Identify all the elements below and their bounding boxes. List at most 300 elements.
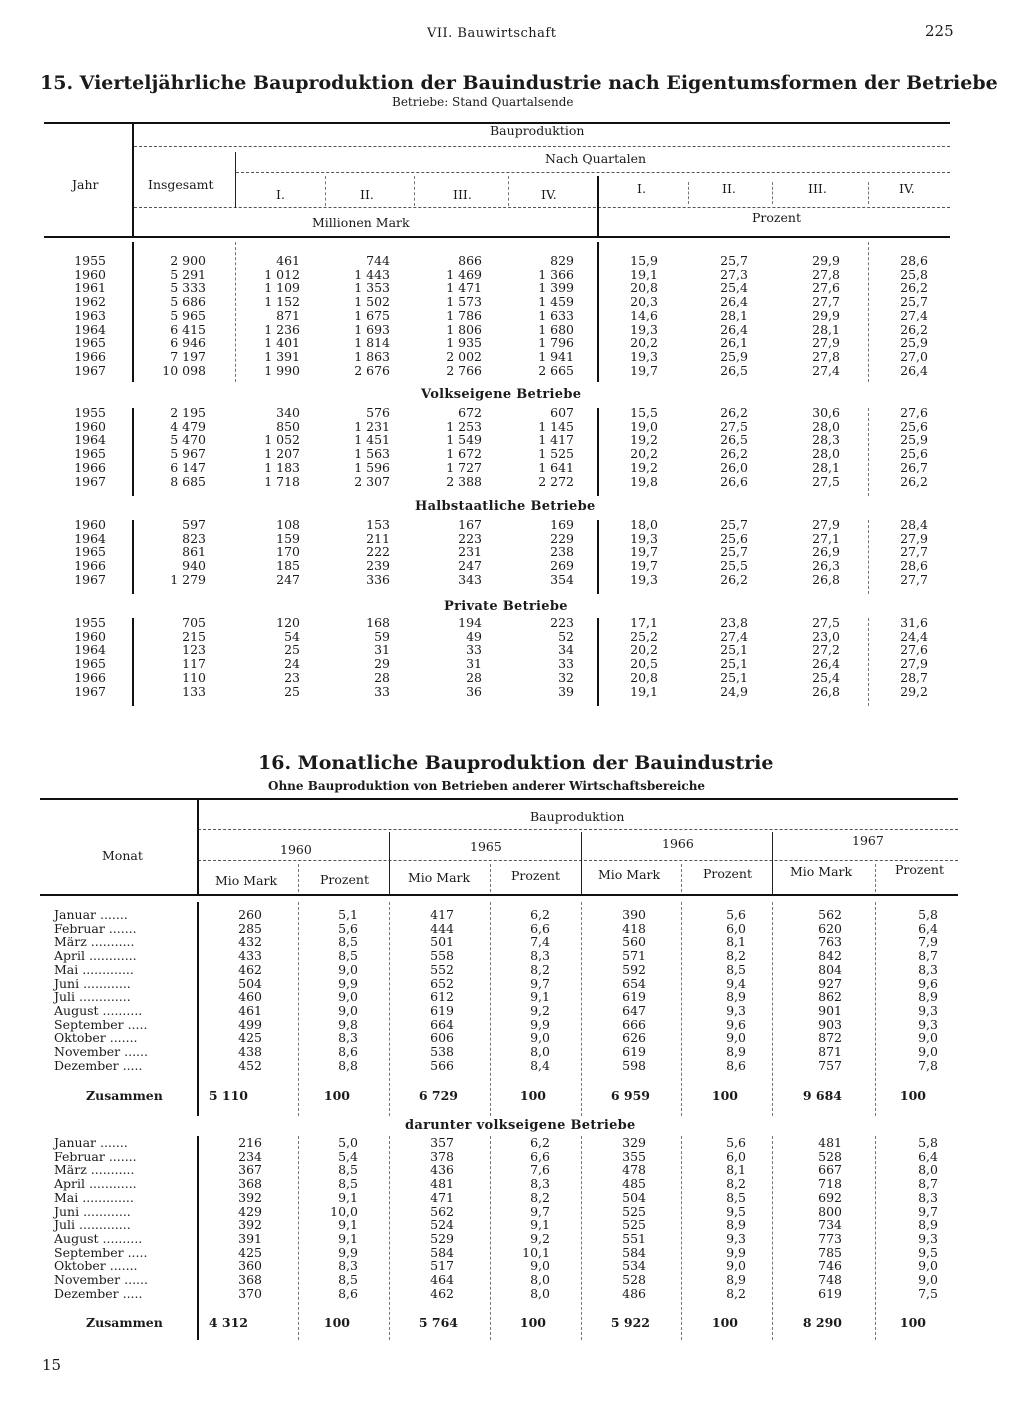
t15-p2-cell: 25,1 <box>720 669 748 685</box>
t15-q3-cell: 1 471 <box>446 280 482 296</box>
t15-p3-cell: 29,9 <box>812 307 840 323</box>
column-header-monat: Monat <box>102 848 143 863</box>
t16-p1965-cell: 6,6 <box>530 1148 550 1164</box>
t15-years-column <box>48 254 106 377</box>
t15-insgesamt-cell: 2 195 <box>170 405 206 420</box>
t16-m1960-cell: 504 <box>238 975 262 991</box>
t15-p4-cell: 26,2 <box>900 280 928 296</box>
t15-q2-cell: 222 <box>366 544 390 560</box>
t16-p1960-cell: 5,4 <box>338 1148 358 1164</box>
t16-p1965-cell: 6,2 <box>530 1135 550 1150</box>
t15-q2-cell: 1 563 <box>354 446 390 462</box>
t15-q2-cell: 1 451 <box>354 432 390 448</box>
t16-p1960-cell: 10,0 <box>330 1203 358 1219</box>
t16-p1967-column <box>876 1136 938 1300</box>
t16-p1967-cell: 9,3 <box>918 1230 938 1246</box>
t16-m1965-cell: 529 <box>430 1230 454 1246</box>
t15-q3-cell: 1 549 <box>446 432 482 448</box>
section-title: darunter volkseigene Betriebe <box>405 1118 636 1133</box>
t15-q2-cell: 2 676 <box>354 362 390 378</box>
t15-p1-cell: 15,5 <box>630 405 658 420</box>
t15-insgesamt-column <box>140 406 206 488</box>
t15-p1-cell: 20,2 <box>630 335 658 351</box>
t15-p3-cell: 27,2 <box>812 642 840 658</box>
t15-insgesamt-cell: 10 098 <box>162 362 206 378</box>
sum-cell: 9 684 <box>802 1088 842 1103</box>
t15-p3-cell: 26,8 <box>812 571 840 587</box>
t15-insgesamt-cell: 5 291 <box>170 266 206 282</box>
t16-p1960-column <box>300 1136 358 1300</box>
t16-p1960-column <box>300 908 358 1072</box>
t15-q3-cell: 1 935 <box>446 335 482 351</box>
t15-p1-cell: 20,5 <box>630 656 658 672</box>
unit-mio-mark: Mio Mark <box>215 873 278 888</box>
t16-p1966-cell: 8,2 <box>726 1176 746 1192</box>
t15-p3-cell: 28,0 <box>812 418 840 434</box>
t15-q4-cell: 229 <box>550 530 574 546</box>
t16-p1965-cell: 9,2 <box>530 1002 550 1018</box>
t15-p3-cell: 28,1 <box>812 459 840 475</box>
t15-years-cell: 1966 <box>74 348 106 364</box>
t15-q4-cell: 829 <box>550 253 574 268</box>
t16-p1966-cell: 8,5 <box>726 1189 746 1205</box>
unit-prozent: Prozent <box>511 868 560 883</box>
t15-p4-column <box>870 616 928 698</box>
t16-month-cell: Oktober ....... <box>54 1030 138 1046</box>
t16-p1960-cell: 8,5 <box>338 1272 358 1288</box>
running-head: VII. Bauwirtschaft <box>427 26 557 41</box>
t16-m1960-cell: 452 <box>238 1057 262 1073</box>
t16-m1960-cell: 460 <box>238 989 262 1005</box>
t16-p1966-cell: 9,3 <box>726 1002 746 1018</box>
t15-q2-cell: 1 502 <box>354 294 390 310</box>
t15-p4-cell: 27,4 <box>900 307 928 323</box>
t15-p4-cell: 27,6 <box>900 642 928 658</box>
t15-p3-cell: 28,3 <box>812 432 840 448</box>
t15-q1-column <box>240 406 300 488</box>
t16-m1967-cell: 862 <box>818 989 842 1005</box>
t16-p1966-cell: 8,9 <box>726 1217 746 1233</box>
t16-p1960-cell: 8,5 <box>338 1176 358 1192</box>
t15-p4-cell: 31,6 <box>900 615 928 630</box>
sum-label: Zusammen <box>86 1315 163 1330</box>
t16-m1966-cell: 355 <box>622 1148 646 1164</box>
t15-p2-column <box>690 254 748 377</box>
t15-p2-column <box>690 406 748 488</box>
t16-m1967-cell: 562 <box>818 907 842 922</box>
unit-prozent: Prozent <box>320 872 369 887</box>
t16-p1966-cell: 8,1 <box>726 934 746 950</box>
t15-q2-cell: 1 693 <box>354 321 390 337</box>
t16-m1965-cell: 664 <box>430 1016 454 1032</box>
unit-mio-mark: Mio Mark <box>598 867 661 882</box>
t15-q1-column <box>240 254 300 377</box>
t15-p2-cell: 26,4 <box>720 321 748 337</box>
t16-m1960-cell: 370 <box>238 1285 262 1301</box>
t16-p1965-cell: 8,0 <box>530 1044 550 1060</box>
t16-m1965-cell: 444 <box>430 920 454 936</box>
t16-m1960-column <box>200 908 262 1072</box>
t16-p1967-cell: 9,3 <box>918 1016 938 1032</box>
t16-p1960-cell: 9,0 <box>338 1002 358 1018</box>
t15-p3-cell: 27,8 <box>812 266 840 282</box>
t15-years-cell: 1965 <box>74 335 106 351</box>
t16-p1960-cell: 8,6 <box>338 1285 358 1301</box>
t16-m1967-cell: 903 <box>818 1016 842 1032</box>
t15-q1-cell: 247 <box>276 571 300 587</box>
t16-m1965-cell: 436 <box>430 1162 454 1178</box>
t16-p1966-cell: 9,3 <box>726 1230 746 1246</box>
t16-p1967-cell: 5,8 <box>918 1135 938 1150</box>
t15-q3-column <box>420 254 482 377</box>
t15-p3-cell: 28,1 <box>812 321 840 337</box>
t15-p2-cell: 25,5 <box>720 558 748 574</box>
t15-insgesamt-cell: 705 <box>182 615 206 630</box>
t15-q3-cell: 231 <box>458 544 482 560</box>
t15-insgesamt-cell: 117 <box>182 656 206 672</box>
t15-q2-cell: 59 <box>374 628 390 644</box>
t16-p1967-cell: 9,0 <box>918 1272 938 1288</box>
t15-insgesamt-cell: 5 470 <box>170 432 206 448</box>
t16-month-cell: Oktober ....... <box>54 1258 138 1274</box>
t16-p1967-cell: 8,0 <box>918 1162 938 1178</box>
t15-p4-cell: 28,6 <box>900 253 928 268</box>
t16-m1966-cell: 654 <box>622 975 646 991</box>
t16-p1967-cell: 8,3 <box>918 1189 938 1205</box>
t15-p2-cell: 25,7 <box>720 544 748 560</box>
t15-q1-cell: 1 109 <box>264 280 300 296</box>
t15-q1-cell: 1 207 <box>264 446 300 462</box>
t16-m1965-column <box>392 908 454 1072</box>
t15-q3-column <box>420 616 482 698</box>
t15-p4-cell: 25,7 <box>900 294 928 310</box>
t16-p1966-column <box>684 908 746 1072</box>
t15-years-cell: 1961 <box>74 280 106 296</box>
t16-m1967-cell: 872 <box>818 1030 842 1046</box>
column-header-q3-mark: III. <box>453 187 472 202</box>
t16-m1966-cell: 626 <box>622 1030 646 1046</box>
t16-p1967-cell: 5,8 <box>918 907 938 922</box>
section-title: Volkseigene Betriebe <box>421 387 582 402</box>
t16-p1960-cell: 9,9 <box>338 975 358 991</box>
t16-p1965-cell: 8,0 <box>530 1272 550 1288</box>
t15-p3-cell: 27,5 <box>812 615 840 630</box>
t15-q4-cell: 1 641 <box>538 459 574 475</box>
t15-q4-cell: 1 459 <box>538 294 574 310</box>
t15-q3-column <box>420 518 482 587</box>
t15-p2-cell: 26,5 <box>720 432 748 448</box>
t16-month-cell: März ........... <box>54 1162 135 1178</box>
t15-q1-column <box>240 616 300 698</box>
t15-p3-column <box>780 518 840 587</box>
t16-m1966-cell: 478 <box>622 1162 646 1178</box>
t15-q3-cell: 1 806 <box>446 321 482 337</box>
t15-q1-cell: 108 <box>276 517 300 532</box>
t15-q1-cell: 23 <box>284 669 300 685</box>
t15-p2-cell: 25,7 <box>720 517 748 532</box>
t15-p3-cell: 27,9 <box>812 335 840 351</box>
t15-p3-column <box>780 406 840 488</box>
t16-m1966-cell: 647 <box>622 1002 646 1018</box>
t16-m1967-cell: 734 <box>818 1217 842 1233</box>
t16-m1966-cell: 551 <box>622 1230 646 1246</box>
t15-p4-cell: 27,9 <box>900 530 928 546</box>
t16-month-cell: November ...... <box>54 1044 148 1060</box>
t15-q1-cell: 185 <box>276 558 300 574</box>
t15-insgesamt-cell: 2 900 <box>170 253 206 268</box>
t16-m1966-cell: 534 <box>622 1258 646 1274</box>
t15-q1-cell: 25 <box>284 642 300 658</box>
t16-p1966-cell: 8,5 <box>726 961 746 977</box>
t15-q1-cell: 25 <box>284 683 300 699</box>
t15-p3-cell: 26,4 <box>812 656 840 672</box>
t15-p4-cell: 25,9 <box>900 432 928 448</box>
t15-p4-cell: 27,7 <box>900 544 928 560</box>
t15-insgesamt-cell: 940 <box>182 558 206 574</box>
t16-m1960-column <box>200 1136 262 1300</box>
t15-q4-cell: 1 525 <box>538 446 574 462</box>
t16-month-cell: Juni ............ <box>54 1203 131 1219</box>
t16-p1966-cell: 8,9 <box>726 1272 746 1288</box>
t15-q4-column <box>512 254 574 377</box>
t15-p2-cell: 26,2 <box>720 571 748 587</box>
t16-p1965-cell: 8,0 <box>530 1285 550 1301</box>
t16-m1967-cell: 842 <box>818 948 842 964</box>
t15-p2-cell: 24,9 <box>720 683 748 699</box>
t16-p1966-cell: 8,2 <box>726 948 746 964</box>
t15-years-cell: 1964 <box>74 530 106 546</box>
t15-years-cell: 1964 <box>74 642 106 658</box>
t16-p1965-cell: 6,2 <box>530 907 550 922</box>
t15-q2-cell: 239 <box>366 558 390 574</box>
t15-q3-cell: 1 573 <box>446 294 482 310</box>
sum-cell: 6 959 <box>610 1088 650 1103</box>
t15-p2-cell: 26,2 <box>720 446 748 462</box>
t16-m1966-cell: 560 <box>622 934 646 950</box>
t16-m1960-cell: 360 <box>238 1258 262 1274</box>
t16-p1960-cell: 5,6 <box>338 920 358 936</box>
t15-q3-cell: 1 469 <box>446 266 482 282</box>
t15-q4-cell: 39 <box>558 683 574 699</box>
t15-p1-cell: 18,0 <box>630 517 658 532</box>
unit-millionen-mark: Millionen Mark <box>312 215 410 230</box>
t16-m1966-cell: 592 <box>622 961 646 977</box>
year-header-1966: 1966 <box>662 836 694 851</box>
t15-q4-cell: 1 796 <box>538 335 574 351</box>
t15-p2-cell: 27,4 <box>720 628 748 644</box>
t15-q2-cell: 744 <box>366 253 390 268</box>
t15-q3-column <box>420 406 482 488</box>
t15-years-cell: 1963 <box>74 307 106 323</box>
t15-p4-column <box>870 518 928 587</box>
t16-p1965-cell: 7,6 <box>530 1162 550 1178</box>
t16-p1966-cell: 9,4 <box>726 975 746 991</box>
t16-m1967-cell: 804 <box>818 961 842 977</box>
t16-p1967-cell: 9,0 <box>918 1030 938 1046</box>
t15-insgesamt-cell: 215 <box>182 628 206 644</box>
t15-p2-cell: 25,4 <box>720 280 748 296</box>
page-number: 225 <box>925 22 954 40</box>
sum-cell: 100 <box>519 1315 546 1330</box>
t16-m1966-cell: 525 <box>622 1217 646 1233</box>
t16-p1967-cell: 8,3 <box>918 961 938 977</box>
t15-q2-cell: 1 814 <box>354 335 390 351</box>
t15-q1-cell: 1 236 <box>264 321 300 337</box>
t16-m1966-column <box>584 908 646 1072</box>
t15-q4-column <box>512 518 574 587</box>
t16-month-cell: August .......... <box>54 1002 143 1018</box>
t15-q4-cell: 2 665 <box>538 362 574 378</box>
t15-years-cell: 1960 <box>74 517 106 532</box>
t16-p1960-cell: 9,8 <box>338 1016 358 1032</box>
t15-insgesamt-cell: 5 333 <box>170 280 206 296</box>
t16-m1965-cell: 612 <box>430 989 454 1005</box>
t16-p1966-cell: 8,9 <box>726 989 746 1005</box>
t15-years-cell: 1965 <box>74 656 106 672</box>
t16-m1965-cell: 517 <box>430 1258 454 1274</box>
t15-insgesamt-cell: 597 <box>182 517 206 532</box>
t16-p1967-column <box>876 908 938 1072</box>
t15-p2-cell: 27,3 <box>720 266 748 282</box>
t16-m1965-cell: 471 <box>430 1189 454 1205</box>
unit-prozent: Prozent <box>703 866 752 881</box>
t15-q4-cell: 2 272 <box>538 473 574 489</box>
t15-p1-column <box>602 518 658 587</box>
t15-q4-cell: 269 <box>550 558 574 574</box>
t15-p2-column <box>690 518 748 587</box>
t15-q3-cell: 1 672 <box>446 446 482 462</box>
t16-m1960-cell: 499 <box>238 1016 262 1032</box>
t15-p1-cell: 19,7 <box>630 558 658 574</box>
t16-p1965-cell: 8,4 <box>530 1057 550 1073</box>
t15-p2-column <box>690 616 748 698</box>
t16-m1967-cell: 620 <box>818 920 842 936</box>
t16-m1965-column <box>392 1136 454 1300</box>
t15-p1-column <box>602 406 658 488</box>
t15-q2-cell: 33 <box>374 683 390 699</box>
t15-years-cell: 1964 <box>74 432 106 448</box>
t15-q2-cell: 153 <box>366 517 390 532</box>
t16-month-cell: Januar ....... <box>54 907 128 922</box>
t15-p2-cell: 25,1 <box>720 656 748 672</box>
sum-cell: 5 922 <box>610 1315 650 1330</box>
t16-month-cell: Mai ............. <box>54 961 134 977</box>
t15-insgesamt-cell: 5 967 <box>170 446 206 462</box>
t15-insgesamt-cell: 7 197 <box>170 348 206 364</box>
t15-years-cell: 1967 <box>74 362 106 378</box>
t15-insgesamt-cell: 5 965 <box>170 307 206 323</box>
t15-q2-column <box>330 406 390 488</box>
t15-years-cell: 1960 <box>74 418 106 434</box>
t16-p1960-cell: 5,1 <box>338 907 358 922</box>
t15-p2-cell: 23,8 <box>720 615 748 630</box>
t16-p1960-cell: 8,5 <box>338 934 358 950</box>
t16-p1965-column <box>492 1136 550 1300</box>
t15-q3-cell: 1 253 <box>446 418 482 434</box>
t16-m1960-cell: 461 <box>238 1002 262 1018</box>
t15-p3-cell: 27,9 <box>812 517 840 532</box>
sum-cell: 4 312 <box>208 1315 248 1330</box>
t15-years-column <box>48 616 106 698</box>
t15-insgesamt-cell: 5 686 <box>170 294 206 310</box>
t16-m1960-cell: 391 <box>238 1230 262 1246</box>
t16-p1966-cell: 8,2 <box>726 1285 746 1301</box>
t15-p1-column <box>602 254 658 377</box>
t15-q3-cell: 2 766 <box>446 362 482 378</box>
t16-p1966-cell: 9,0 <box>726 1030 746 1046</box>
t15-years-cell: 1966 <box>74 669 106 685</box>
t15-years-cell: 1955 <box>74 615 106 630</box>
t16-m1965-cell: 606 <box>430 1030 454 1046</box>
t16-m1960-cell: 462 <box>238 961 262 977</box>
sum-cell: 5 110 <box>208 1088 248 1103</box>
t16-m1965-cell: 524 <box>430 1217 454 1233</box>
t15-p4-cell: 26,7 <box>900 459 928 475</box>
t15-p1-cell: 19,7 <box>630 362 658 378</box>
t16-p1960-cell: 8,5 <box>338 1162 358 1178</box>
t15-q2-cell: 1 596 <box>354 459 390 475</box>
t15-p4-cell: 29,2 <box>900 683 928 699</box>
t15-p1-cell: 19,2 <box>630 459 658 475</box>
t16-month-cell: April ............ <box>54 948 137 964</box>
t15-p1-cell: 20,2 <box>630 642 658 658</box>
t15-q1-cell: 120 <box>276 615 300 630</box>
t15-p3-column <box>780 616 840 698</box>
t15-p2-cell: 28,1 <box>720 307 748 323</box>
t15-insgesamt-cell: 1 279 <box>170 571 206 587</box>
unit-prozent: Prozent <box>895 862 944 877</box>
t16-p1960-cell: 9,1 <box>338 1189 358 1205</box>
t15-p3-cell: 26,3 <box>812 558 840 574</box>
t15-q2-column <box>330 616 390 698</box>
t16-m1966-cell: 619 <box>622 1044 646 1060</box>
t15-insgesamt-cell: 861 <box>182 544 206 560</box>
t16-m1967-column <box>776 908 842 1072</box>
t16-m1965-cell: 552 <box>430 961 454 977</box>
t15-q3-cell: 33 <box>466 642 482 658</box>
t16-month-cell: November ...... <box>54 1272 148 1288</box>
t16-m1960-cell: 425 <box>238 1244 262 1260</box>
t16-m1966-cell: 584 <box>622 1244 646 1260</box>
t15-p3-cell: 26,8 <box>812 683 840 699</box>
t15-q2-cell: 1 443 <box>354 266 390 282</box>
column-header-q1-mark: I. <box>276 187 285 202</box>
section-title: Halbstaatliche Betriebe <box>415 499 596 514</box>
t15-insgesamt-cell: 6 946 <box>170 335 206 351</box>
t16-p1967-cell: 6,4 <box>918 1148 938 1164</box>
t16-m1966-cell: 485 <box>622 1176 646 1192</box>
column-header-bauproduktion: Bauproduktion <box>490 123 585 138</box>
t15-p3-cell: 29,9 <box>812 253 840 268</box>
t16-m1967-cell: 785 <box>818 1244 842 1260</box>
t15-p1-column <box>602 616 658 698</box>
t16-p1960-cell: 9,0 <box>338 961 358 977</box>
t16-m1965-cell: 462 <box>430 1285 454 1301</box>
t15-p3-column <box>780 254 840 377</box>
t16-m1966-cell: 666 <box>622 1016 646 1032</box>
t16-p1960-cell: 5,0 <box>338 1135 358 1150</box>
t15-p1-cell: 17,1 <box>630 615 658 630</box>
t16-m1967-cell: 746 <box>818 1258 842 1274</box>
t15-q1-cell: 1 152 <box>264 294 300 310</box>
t16-m1966-cell: 571 <box>622 948 646 964</box>
column-header-q4-pct: IV. <box>899 181 915 196</box>
t15-p4-cell: 27,6 <box>900 405 928 420</box>
t16-month-cell: September ..... <box>54 1016 148 1032</box>
t16-m1965-cell: 464 <box>430 1272 454 1288</box>
sum-cell: 100 <box>711 1315 738 1330</box>
t15-p1-cell: 19,8 <box>630 473 658 489</box>
